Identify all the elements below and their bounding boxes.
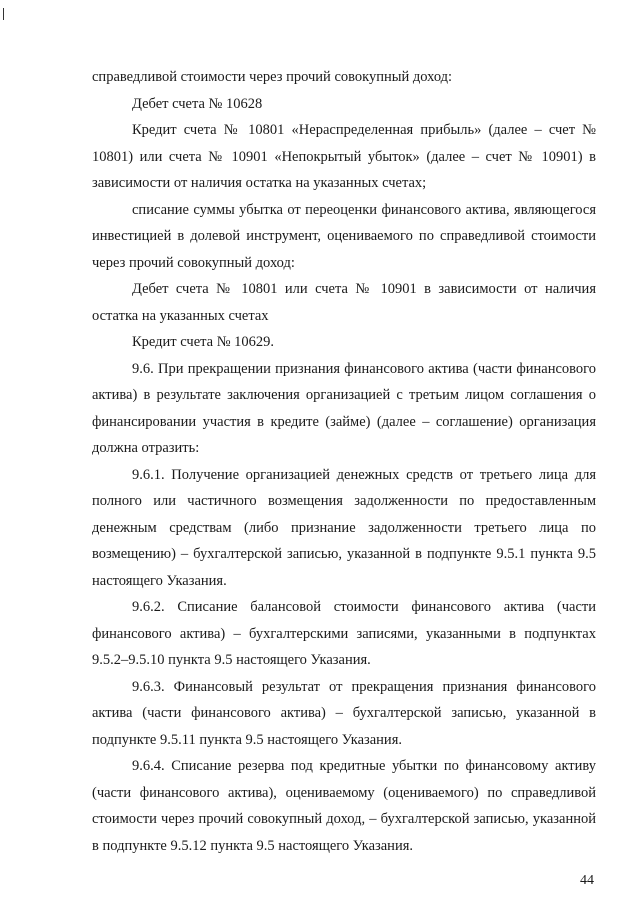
paragraph-9-6-1: 9.6.1. Получение организацией денежных средств от третьего лица для полного или частичного возмещения задолженности по предоставленным денежным средствам (либо признание задолженности третьего лица по возмещению) – бухгалтерской записью, указанной в подпункте 9.5.1 пункта 9.5 настоящего Указания. [92,466,596,589]
paragraph-continuation: справедливой стоимости через прочий совокупный доход: [92,69,453,85]
page-number: 44 [580,873,594,888]
paragraph-9-6-4: 9.6.4. Списание резерва под кредитные убытки по финансовому активу (части финансового актива), оцениваемому (оцениваемого) по справедливой стоимости через прочий совокупный доход, – бухгалтерской записью, указанной в подпункте 9.5.12 пункта 9.5 настоящего Указания. [92,758,596,854]
paragraph-write-off-loss: списание суммы убытка от переоценки финансового актива, являющегося инвестицией в долевой инструмент, оцениваемого по справедливой стоимости через прочий совокупный доход: [92,201,596,271]
scan-edge-mark [3,8,4,20]
paragraph-9-6-3: 9.6.3. Финансовый результат от прекращения признания финансового актива (части финансового актива) – бухгалтерской записью, указанной в подпункте 9.5.11 пункта 9.5 настоящего Указания. [92,678,596,748]
paragraph-debit-10628: Дебет счета № 10628 [132,95,263,112]
paragraph-debit-10801-10901: Дебет счета № 10801 или счета № 10901 в зависимости от наличия остатка на указанных счетах [92,281,596,324]
paragraph-9-6: 9.6. При прекращении признания финансового актива (части финансового актива) в результате заключения организацией с третьим лицом соглашения о финансировании участия в кредите (займе) (далее – соглашение) организация должна отразить: [92,360,596,456]
paragraph-9-6-2: 9.6.2. Списание балансовой стоимости финансового актива (части финансового актива) – бухгалтерскими записями, указанными в подпунктах 9.5.2–9.5.10 пункта 9.5 настоящего Указания. [92,599,596,668]
paragraph-credit-10629: Кредит счета № 10629. [132,334,275,350]
paragraph-credit-10801-10901: Кредит счета № 10801 «Нераспределенная прибыль» (далее – счет № 10801) или счета № 10901 «Непокрытый убыток» (далее – счет № 10901) в зависимости от наличия остатка на указанных счетах; [92,122,596,191]
document-body [92,64,596,859]
